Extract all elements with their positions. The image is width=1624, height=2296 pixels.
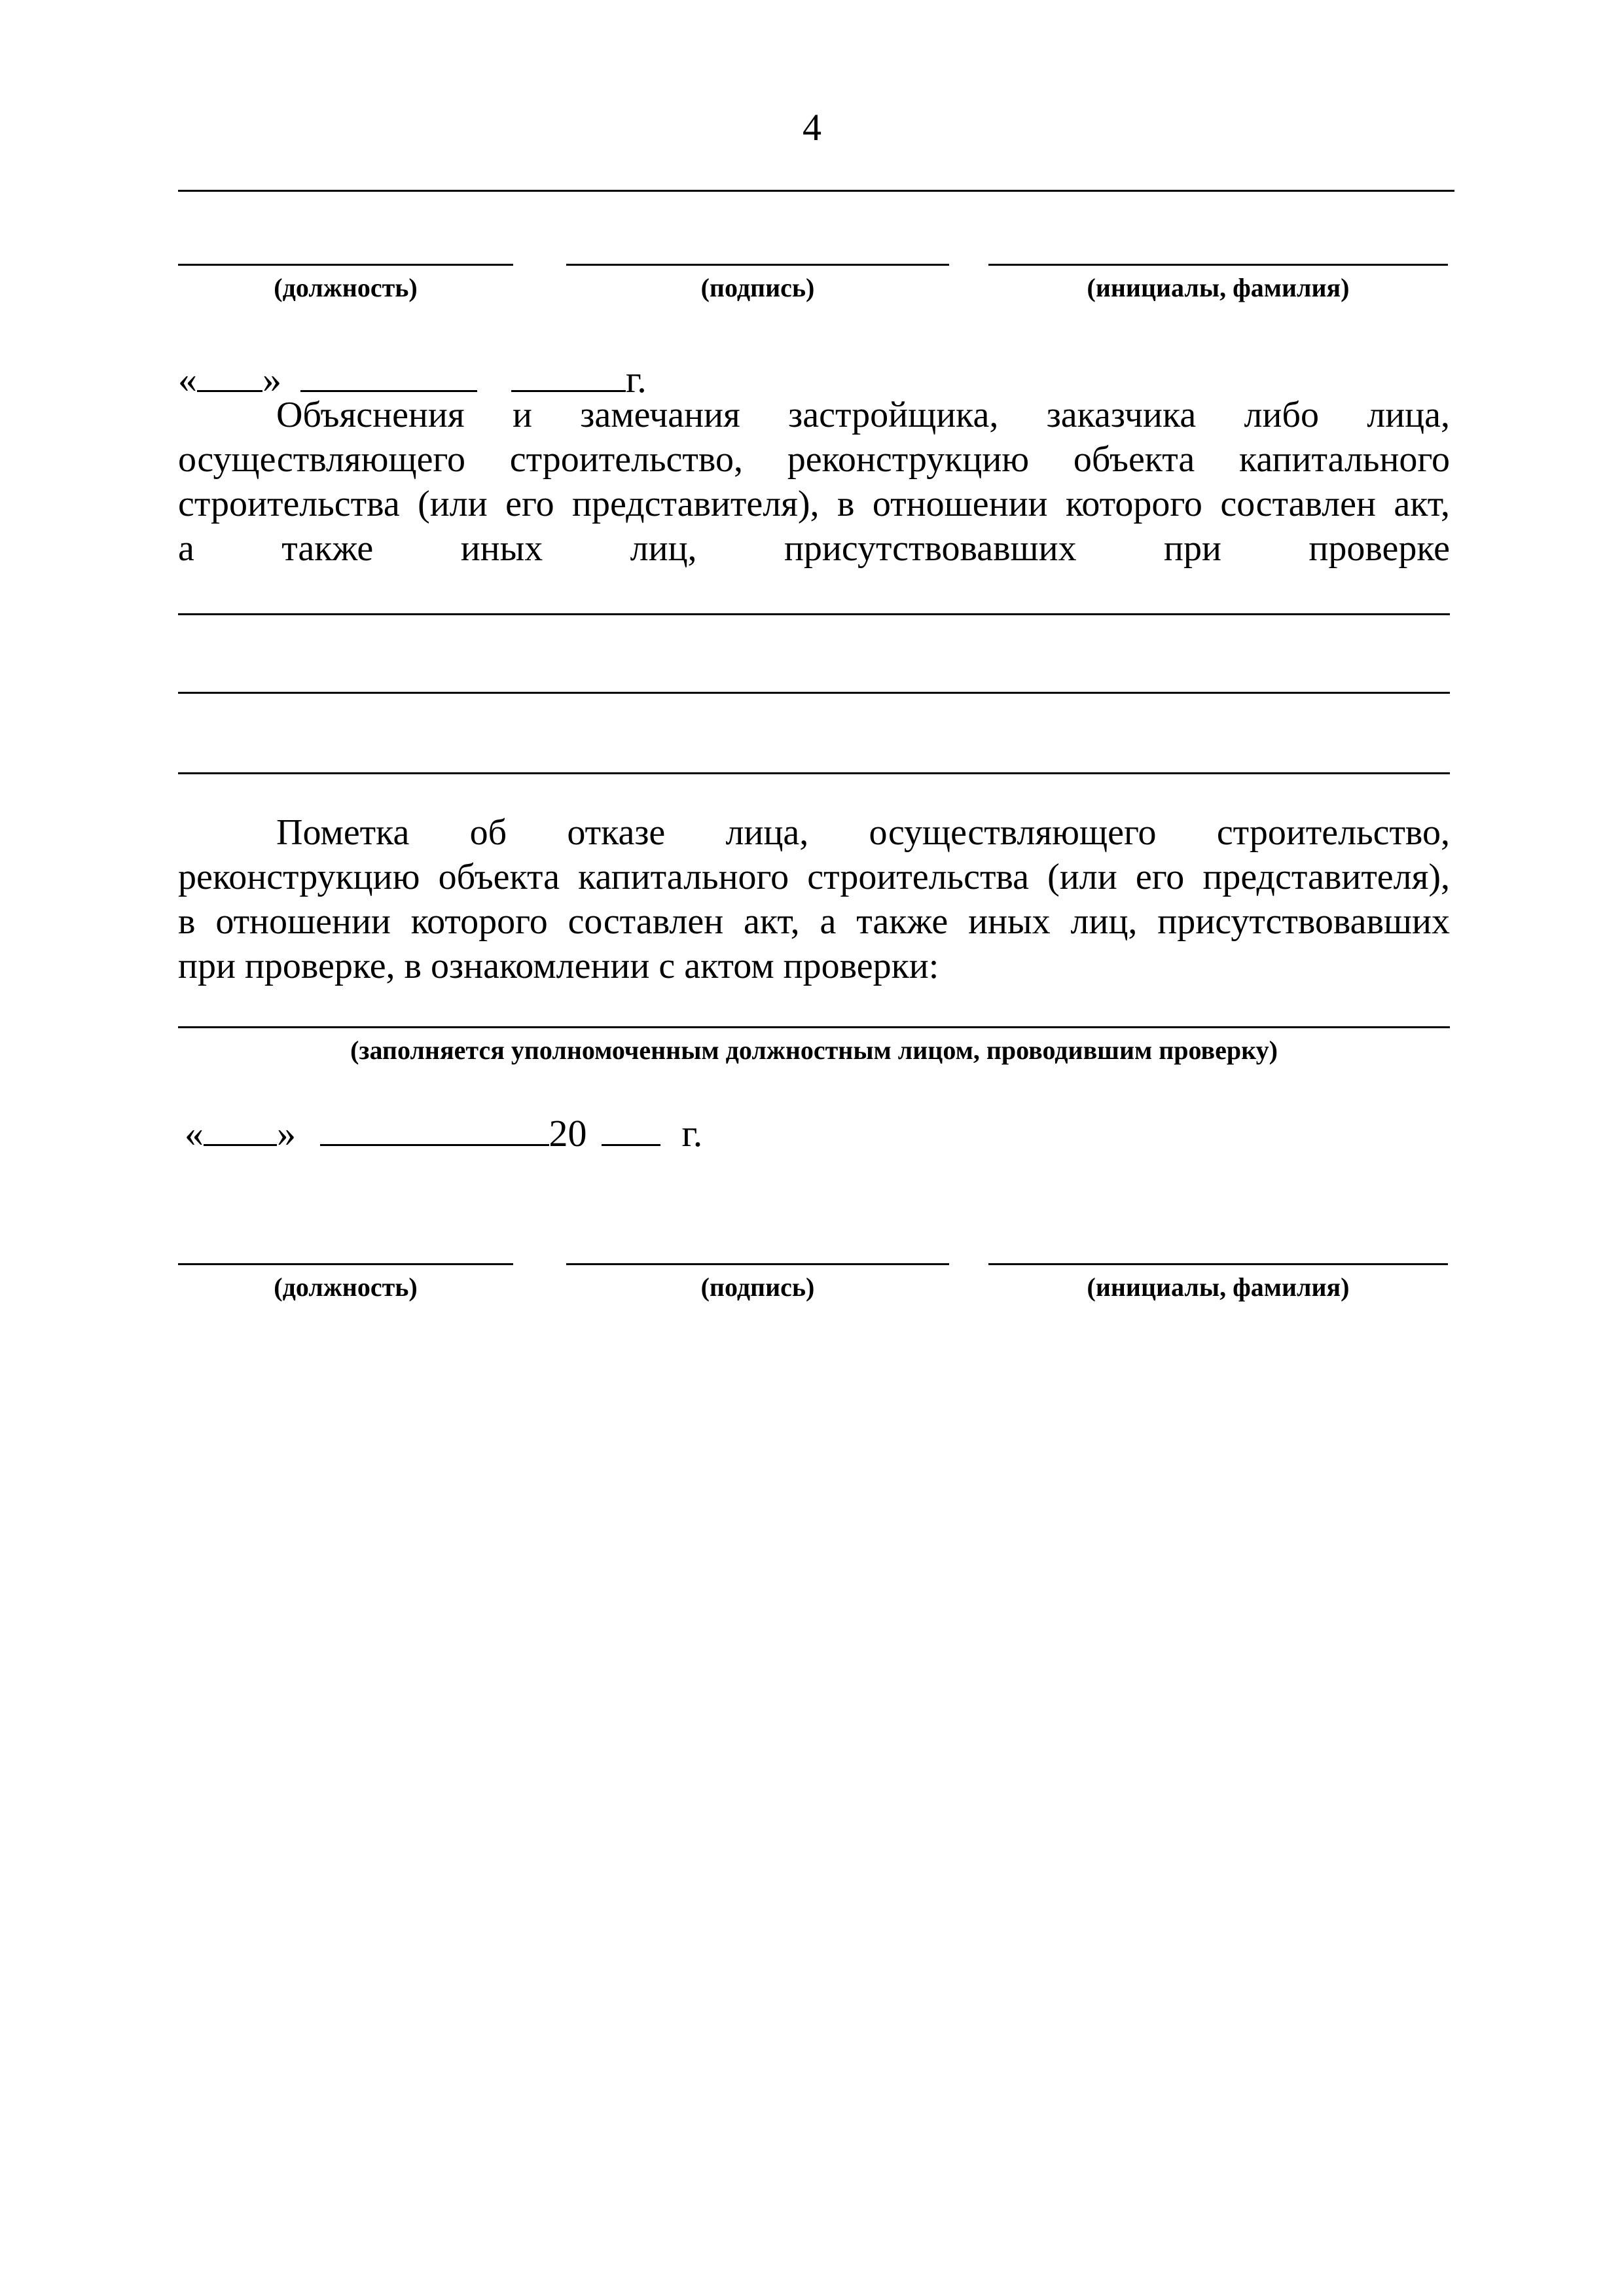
month-field[interactable]: [300, 352, 477, 392]
position-field-bottom[interactable]: [178, 1263, 513, 1265]
page-number: 4: [803, 106, 821, 149]
close-quote: »: [277, 1112, 296, 1155]
fill-note: (заполняется уполномоченным должностным лицом, проводившим проверку): [350, 1035, 1278, 1065]
day-field[interactable]: [197, 352, 262, 392]
position-caption-bottom: (должность): [274, 1272, 418, 1302]
refusal-paragraph: [178, 810, 1450, 988]
refusal-mark-field[interactable]: [178, 1026, 1450, 1028]
signature-field-top[interactable]: [566, 264, 949, 266]
close-quote: »: [262, 358, 281, 401]
explanation-field-2[interactable]: [178, 692, 1450, 694]
open-quote: «: [178, 358, 197, 401]
signature-field-bottom[interactable]: [566, 1263, 949, 1265]
refusal-line-1: Пометка об отказе лица, осуществляющего строительство,: [276, 812, 1450, 853]
name-field-top[interactable]: [988, 264, 1448, 266]
refusal-line-3: в отношении которого составлен акт, а также иных лиц, присутствовавших: [178, 901, 1450, 942]
explanation-field-3[interactable]: [178, 772, 1450, 774]
signature-caption-bottom: (подпись): [700, 1272, 815, 1302]
year-suffix: г.: [626, 358, 647, 401]
date-line-bottom: [185, 1106, 702, 1157]
year-field[interactable]: [511, 352, 626, 392]
day-field-bottom[interactable]: [204, 1106, 277, 1146]
year-suffix-bottom: г.: [681, 1112, 703, 1155]
position-caption-top: (должность): [274, 273, 418, 302]
open-quote: «: [185, 1112, 204, 1155]
explanations-line-4: а также иных лиц, присутствовавших при проверке: [178, 528, 1450, 569]
top-rule: [178, 190, 1454, 192]
explanations-line-2: осуществляющего строительство, реконструкцию объекта капитального: [178, 439, 1450, 480]
refusal-line-2: реконструкцию объекта капитального строительства (или его представителя),: [178, 857, 1450, 897]
explanations-line-3: строительства (или его представителя), в отношении которого составлен акт,: [178, 484, 1450, 524]
explanations-paragraph: [178, 393, 1450, 571]
month-field-bottom[interactable]: [320, 1106, 549, 1146]
explanation-field-1[interactable]: [178, 613, 1450, 615]
signature-caption-top: (подпись): [700, 273, 815, 302]
year-field-bottom[interactable]: [602, 1106, 660, 1146]
century-prefix: 20: [549, 1112, 587, 1155]
refusal-line-4: при проверке, в ознакомлении с актом проверки:: [178, 946, 939, 986]
position-field-top[interactable]: [178, 264, 513, 266]
name-caption-top: (инициалы, фамилия): [1087, 273, 1350, 302]
explanations-line-1: Объяснения и замечания застройщика, заказчика либо лица,: [276, 395, 1450, 435]
name-caption-bottom: (инициалы, фамилия): [1087, 1272, 1350, 1302]
name-field-bottom[interactable]: [988, 1263, 1448, 1265]
